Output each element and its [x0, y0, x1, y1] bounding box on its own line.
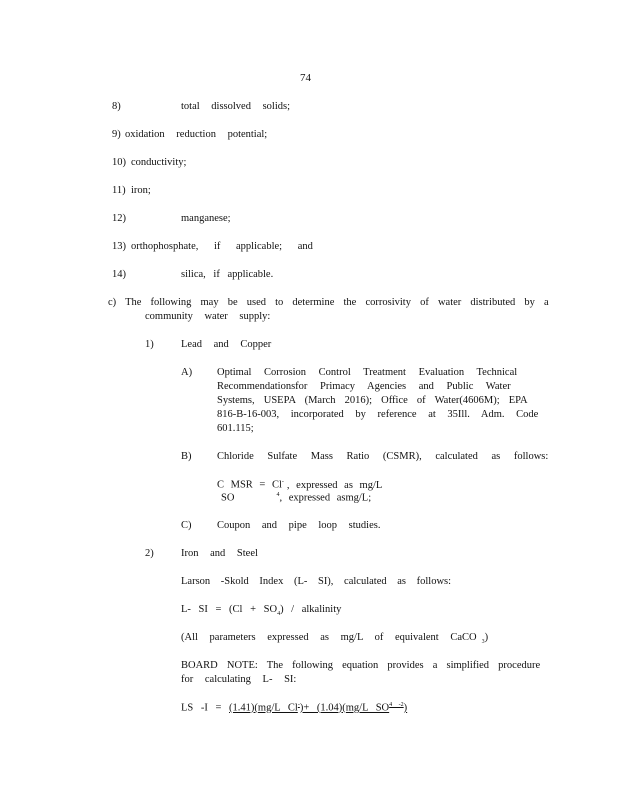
list-item-text: iron; [131, 185, 151, 196]
subitem-b-text: Chloride Sulfate Mass Ratio (CSMR), calculated as follows: [217, 451, 549, 462]
list-item-number: 14) [112, 269, 126, 280]
csmr-num-left: C MSR = Cl [217, 479, 282, 491]
list-item-text: conductivity; [131, 157, 187, 168]
ls-i-part3: ) [403, 702, 408, 714]
ls-i-part1-sup: - [297, 702, 300, 708]
subitem-label: C) [181, 520, 192, 531]
all-parameters-note [181, 632, 488, 645]
item-number: 2) [145, 548, 154, 559]
subitem-label: B) [181, 451, 192, 462]
subitem-a-line4: 816-B-16-003, incorporated by reference at 35Ill. Adm. Code [217, 409, 539, 420]
all-params-end: ) [484, 632, 489, 643]
list-item-text: silica, if applicable. [181, 269, 274, 280]
all-params-sub: 3 [481, 639, 485, 646]
item-number: 1) [145, 339, 154, 350]
ls-i-part1: (1.41)(mg/L Cl [229, 702, 298, 714]
list-item-number: 9) [112, 129, 121, 140]
subitem-label: A) [181, 367, 193, 378]
subitem-a-line3: Systems, USEPA (March 2016); Office of Water(4606M); EPA [217, 395, 528, 406]
lsi-formula-left: L- SI = (Cl + SO [181, 604, 278, 615]
list-item-number: 11) [112, 185, 126, 196]
ls-i-part2: )+ (1.04)(mg/L SO [299, 702, 390, 714]
ls-i-prefix: LS -I = [181, 702, 230, 714]
subitem-a-line1: Optimal Corrosion Control Treatment Evaluation Technical [217, 367, 518, 378]
larson-skold-text: Larson -Skold Index (L- SI), calculated as follows: [181, 576, 452, 587]
csmr-formula-numerator [217, 479, 382, 491]
csmr-num-right: , expressed as mg/L [286, 479, 383, 491]
list-item-text: oxidation reduction potential; [125, 129, 268, 140]
csmr-num-sup: - [281, 479, 284, 485]
subitem-c-text: Coupon and pipe loop studies. [217, 520, 381, 531]
subitem-a-line2: Recommendationsfor Primacy Agencies and Public Water [217, 381, 511, 392]
list-item-text: orthophosphate, if applicable; and [131, 241, 313, 252]
item-title: Iron and Steel [181, 548, 258, 559]
item-title: Lead and Copper [181, 339, 272, 350]
board-note-line2: for calculating L- SI: [181, 674, 297, 685]
lsi-formula [181, 604, 341, 617]
ls-i-formula [181, 702, 407, 714]
csmr-den-sup: 4 [276, 492, 280, 498]
list-item-text: total dissolved solids; [181, 101, 291, 112]
csmr-formula-denominator [221, 492, 371, 504]
lsi-formula-end: ) / alkalinity [280, 604, 342, 615]
csmr-den-right: , expressed asmg/L; [279, 492, 372, 504]
list-item-text: manganese; [181, 213, 231, 224]
page-number: 74 [300, 72, 311, 84]
lsi-formula-sub: 4 [277, 611, 281, 618]
csmr-den-left: SO [221, 492, 235, 504]
subitem-a-line5: 601.115; [217, 423, 254, 434]
board-note-line1: BOARD NOTE: The following equation provides a simplified procedure [181, 660, 541, 671]
ls-i-part2-sup: 4 -2 [389, 702, 404, 708]
list-item-number: 10) [112, 157, 126, 168]
all-params-text: (All parameters expressed as mg/L of equivalent CaCO [181, 632, 477, 643]
list-item-number: 8) [112, 101, 121, 112]
section-c-line1: c) The following may be used to determine the corrosivity of water distributed by a [108, 297, 549, 308]
list-item-number: 12) [112, 213, 126, 224]
list-item-number: 13) [112, 241, 126, 252]
section-c-line2: community water supply: [145, 311, 271, 322]
